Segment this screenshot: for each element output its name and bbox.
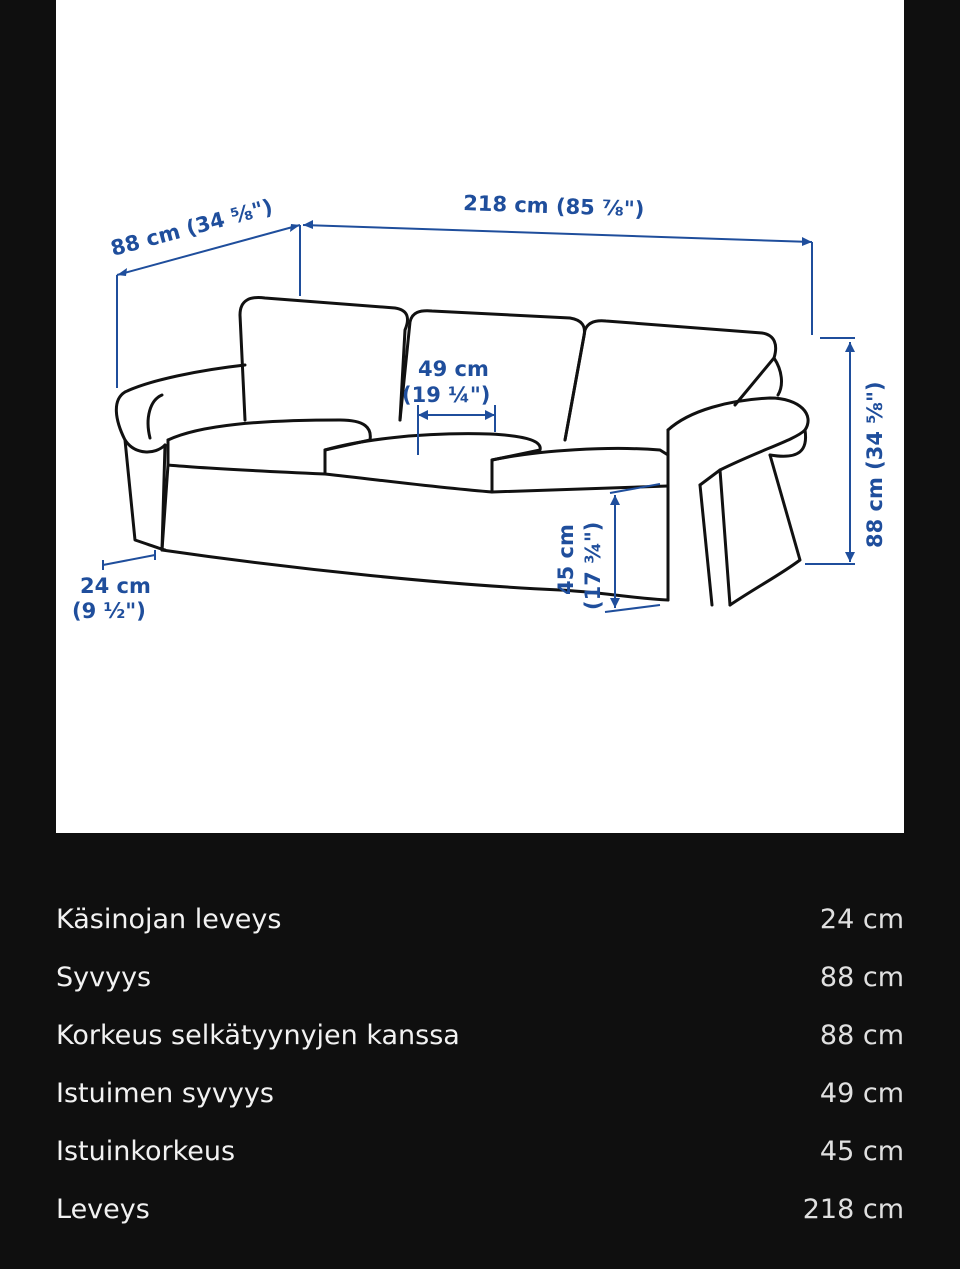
spec-label: Korkeus selkätyynyjen kanssa [56,1019,460,1051]
seat-depth-cm-label: 49 cm [418,357,489,381]
arm-width-in-label: (9 ½") [72,599,146,623]
spec-row-arm-width [56,890,904,948]
width-label-top: 218 cm (85 ⅞") [462,191,645,222]
spec-value: 88 cm [819,1019,904,1051]
spec-row-seat-height [56,1122,904,1180]
seat-height-in-label: (17 ¾") [581,521,605,610]
spec-row-seat-depth [56,1064,904,1122]
height-label: 88 cm (34 ⅝") [863,381,887,548]
spec-row-width [56,1180,904,1238]
spec-value: 88 cm [819,961,904,993]
spec-value: 218 cm [802,1193,904,1225]
spec-value: 49 cm [819,1077,904,1109]
seat-height-cm-label: 45 cm [554,524,578,595]
seat-depth-in-label: (19 ¼") [402,383,491,407]
spec-label: Syvyys [56,961,152,993]
sofa-drawing [116,298,808,605]
dimension-spec-list [56,890,904,1238]
dimension-lines [103,225,855,612]
spec-value: 45 cm [819,1135,904,1167]
spec-row-depth [56,948,904,1006]
spec-label: Käsinojan leveys [56,903,282,935]
spec-row-height [56,1006,904,1064]
spec-label: Istuinkorkeus [56,1135,236,1167]
spec-label: Istuimen syvyys [56,1077,274,1109]
spec-label: Leveys [56,1193,150,1225]
product-dimension-image[interactable] [56,0,904,833]
dimension-arrows [117,220,855,608]
depth-label-top: 88 cm (34 ⅝") [108,194,276,261]
arm-width-cm-label: 24 cm [80,574,151,598]
spec-value: 24 cm [819,903,904,935]
